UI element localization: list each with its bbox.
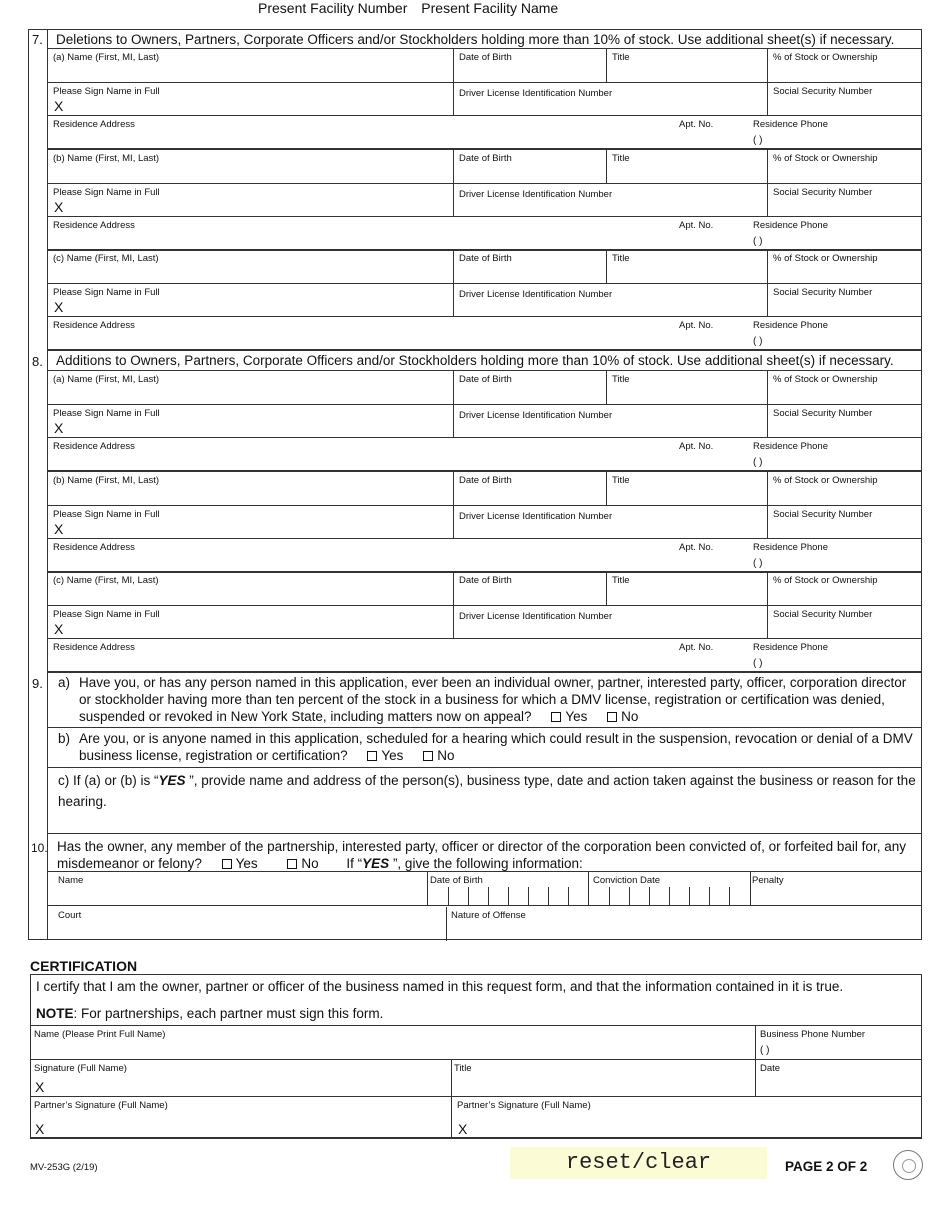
person-c-dob-field[interactable]: Date of Birth xyxy=(453,250,606,283)
person-c-phone-label: Residence Phone xyxy=(753,642,828,653)
person-a-dob-field[interactable]: Date of Birth xyxy=(453,49,606,82)
person-c-apt-label: Apt. No. xyxy=(679,320,714,331)
person-a-name-field[interactable]: (a) Name (First, MI, Last) xyxy=(53,374,160,385)
q9b-yes-checkbox[interactable] xyxy=(367,751,377,761)
person-c-sign-row xyxy=(48,606,921,639)
person-c-address-row[interactable]: Residence Address Apt. No. Residence Phone ( ) xyxy=(48,317,921,351)
facility-number-label: Present Facility Number xyxy=(258,0,408,16)
person-c-apt-label: Apt. No. xyxy=(679,642,714,653)
person-c-dob-field[interactable]: Date of Birth xyxy=(453,572,606,605)
person-c-address-label: Residence Address xyxy=(53,320,135,331)
person-a-name-row xyxy=(48,49,921,83)
person-c-name-row xyxy=(48,250,921,284)
person-b-dl-field[interactable]: Driver License Identification Number xyxy=(453,506,767,538)
person-b-name-row xyxy=(48,472,921,506)
section-8-number: 8. xyxy=(32,354,43,369)
person-b-phone-label: Residence Phone xyxy=(753,542,828,553)
person-a-signature-field[interactable]: Please Sign Name in Full X xyxy=(53,86,160,114)
person-b-signature-field[interactable]: Please Sign Name in Full X xyxy=(53,509,160,537)
person-c-name-field[interactable]: (c) Name (First, MI, Last) xyxy=(53,253,159,264)
person-b-sign-row xyxy=(48,184,921,217)
person-c-ssn-field[interactable]: Social Security Number xyxy=(767,606,921,638)
q10-yes-checkbox[interactable] xyxy=(222,859,232,869)
question-9a-text: Have you, or has any person named in this application, ever been an individual owner, partner, interested party, officer, corporation director or stockholder having more than ten percent of the stock in a business for which a DMV license, registration or certification was denied, suspended or revoked in New York State, including matters now on appeal? xyxy=(79,675,907,724)
section-10-number: 10. xyxy=(31,841,48,855)
person-b-apt-label: Apt. No. xyxy=(679,542,714,553)
question-10-text: Has the owner, any member of the partnership, interested party, officer or director of the corporation been convicted of, or forfeited bail for, any misdemeanor or felony? xyxy=(57,839,906,871)
person-b-phone-label: Residence Phone xyxy=(753,220,828,231)
question-9c[interactable]: c) If (a) or (b) is “YES ”, provide name and address of the person(s), business type, date and action taken against the business or reason for the hearing. xyxy=(48,770,921,834)
court-row xyxy=(48,907,921,941)
person-a-title-field[interactable]: Title xyxy=(606,49,767,82)
person-b-signature-field[interactable]: Please Sign Name in Full X xyxy=(53,187,160,215)
conviction-date-field[interactable]: Conviction Date xyxy=(588,872,750,905)
person-c-signature-field[interactable]: Please Sign Name in Full X xyxy=(53,287,160,315)
person-c-sign-row xyxy=(48,284,921,317)
person-a-address-row[interactable]: Residence Address Apt. No. Residence Phone ( ) xyxy=(48,116,921,150)
header xyxy=(258,0,568,16)
person-c-name-field[interactable]: (c) Name (First, MI, Last) xyxy=(53,575,159,586)
person-b-title-field[interactable]: Title xyxy=(606,472,767,505)
person-b-name-field[interactable]: (b) Name (First, MI, Last) xyxy=(53,475,160,486)
person-c-address-row[interactable]: Residence Address Apt. No. Residence Phone ( ) xyxy=(48,639,921,673)
person-c-address-label: Residence Address xyxy=(53,642,135,653)
person-b-name-row xyxy=(48,150,921,184)
offense-field[interactable]: Nature of Offense xyxy=(446,907,921,941)
print-name-field[interactable]: Name (Please Print Full Name) xyxy=(34,1029,166,1040)
q9b-no-checkbox[interactable] xyxy=(423,751,433,761)
section-7-heading: Deletions to Owners, Partners, Corporate Officers and/or Stockholders holding more than 10% of stock. Use additional sheet(s) if necessary. xyxy=(48,30,921,49)
person-a-name-row xyxy=(48,371,921,405)
cert-partner-row xyxy=(31,1097,921,1138)
person-c-signature-field[interactable]: Please Sign Name in Full X xyxy=(53,609,160,637)
signature-field[interactable]: Signature (Full Name) X xyxy=(34,1063,127,1095)
person-a-phone-label: Residence Phone xyxy=(753,441,828,452)
person-c-stock-field[interactable]: % of Stock or Ownership xyxy=(767,250,921,283)
person-a-sign-row xyxy=(48,83,921,116)
question-9b-text: Are you, or is anyone named in this application, scheduled for a hearing which could result in the suspension, revocation or denial of a DMV business license, registration or certification? xyxy=(79,731,913,763)
court-field[interactable]: Court xyxy=(58,910,82,921)
person-b-ssn-field[interactable]: Social Security Number xyxy=(767,506,921,538)
certification-statement: I certify that I am the owner, partner or officer of the business named in this request form, and that the information contained in it is true. xyxy=(36,979,844,994)
question-10: Has the owner, any member of the partnership, interested party, officer or director of the corporation been convicted of, or forfeited bail for, any misdemeanor or felony? Yes No If “YES ”, give the following information: xyxy=(57,839,906,871)
person-a-dl-field[interactable]: Driver License Identification Number xyxy=(453,83,767,115)
person-a-address-label: Residence Address xyxy=(53,441,135,452)
person-a-stock-field[interactable]: % of Stock or Ownership xyxy=(767,49,921,82)
cert-signature-row xyxy=(31,1060,921,1097)
person-a-dob-field[interactable]: Date of Birth xyxy=(453,371,606,404)
q10-no-checkbox[interactable] xyxy=(287,859,297,869)
person-b-title-field[interactable]: Title xyxy=(606,150,767,183)
person-b-stock-field[interactable]: % of Stock or Ownership xyxy=(767,472,921,505)
section-9-number: 9. xyxy=(32,676,43,691)
person-b-sign-row xyxy=(48,506,921,539)
facility-name-label: Present Facility Name xyxy=(421,0,559,16)
certification-note: NOTE: For partnerships, each partner must sign this form. xyxy=(36,1006,384,1021)
person-a-apt-label: Apt. No. xyxy=(679,119,714,130)
person-b-dob-field[interactable]: Date of Birth xyxy=(453,472,606,505)
person-c-phone-label: Residence Phone xyxy=(753,320,828,331)
conviction-row xyxy=(48,871,921,906)
certification-title: CERTIFICATION xyxy=(30,958,138,974)
cert-date-field[interactable]: Date xyxy=(755,1060,921,1096)
section-8-heading: Additions to Owners, Partners, Corporate Officers and/or Stockholders holding more than 10% of stock. Use additional sheet(s) if necessary. xyxy=(48,351,921,371)
person-c-ssn-field[interactable]: Social Security Number xyxy=(767,284,921,316)
person-b-address-row[interactable]: Residence Address Apt. No. Residence Phone ( ) xyxy=(48,539,921,573)
question-9a: a) Have you, or has any person named in this application, ever been an individual owner, partner, interested party, officer, corporation director or stockholder having more than ten percent of the stock in a business for which a DMV license, registration or certification was denied, suspended or revoked in New York State, including matters now on appeal? Yes No xyxy=(48,674,921,728)
person-a-signature-field[interactable]: Please Sign Name in Full X xyxy=(53,408,160,436)
q9a-yes-checkbox[interactable] xyxy=(551,712,561,722)
partner-signature-1-field[interactable]: Partner’s Signature (Full Name) X xyxy=(34,1100,168,1137)
person-a-title-field[interactable]: Title xyxy=(606,371,767,404)
person-c-stock-field[interactable]: % of Stock or Ownership xyxy=(767,572,921,605)
q9a-no-checkbox[interactable] xyxy=(607,712,617,722)
form-code: MV-253G (2/19) xyxy=(30,1162,98,1173)
person-a-stock-field[interactable]: % of Stock or Ownership xyxy=(767,371,921,404)
person-a-sign-row xyxy=(48,405,921,438)
person-b-address-label: Residence Address xyxy=(53,220,135,231)
person-b-dob-field[interactable]: Date of Birth xyxy=(453,150,606,183)
cert-name-row xyxy=(31,1025,921,1060)
person-a-address-label: Residence Address xyxy=(53,119,135,130)
person-b-stock-field[interactable]: % of Stock or Ownership xyxy=(767,150,921,183)
person-b-name-field[interactable]: (b) Name (First, MI, Last) xyxy=(53,153,160,164)
person-b-ssn-field[interactable]: Social Security Number xyxy=(767,184,921,216)
person-b-address-row[interactable]: Residence Address Apt. No. Residence Phone ( ) xyxy=(48,217,921,251)
owners-form xyxy=(28,29,922,940)
person-a-phone-label: Residence Phone xyxy=(753,119,828,130)
person-b-address-label: Residence Address xyxy=(53,542,135,553)
section-number-column xyxy=(29,30,48,939)
conviction-name-field[interactable]: Name xyxy=(58,875,84,886)
business-phone-field[interactable]: Business Phone Number ( ) xyxy=(755,1026,921,1059)
partner-signature-2-field[interactable]: Partner’s Signature (Full Name) X xyxy=(451,1097,921,1138)
page-indicator: PAGE 2 OF 2 xyxy=(785,1159,868,1174)
person-a-ssn-field[interactable]: Social Security Number xyxy=(767,405,921,437)
certification-box xyxy=(30,974,922,1139)
person-b-apt-label: Apt. No. xyxy=(679,220,714,231)
person-a-address-row[interactable]: Residence Address Apt. No. Residence Phone ( ) xyxy=(48,438,921,472)
person-c-title-field[interactable]: Title xyxy=(606,250,767,283)
person-c-title-field[interactable]: Title xyxy=(606,572,767,605)
person-a-ssn-field[interactable]: Social Security Number xyxy=(767,83,921,115)
person-a-apt-label: Apt. No. xyxy=(679,441,714,452)
question-9b: b) Are you, or is anyone named in this application, scheduled for a hearing which could result in the suspension, revocation or denial of a DMV business license, registration or certification? Yes No xyxy=(48,730,921,768)
person-c-dl-field[interactable]: Driver License Identification Number xyxy=(453,284,767,316)
recycle-seal-icon xyxy=(893,1150,923,1180)
cert-title-field[interactable]: Title xyxy=(451,1060,755,1096)
conviction-penalty-field[interactable]: Penalty xyxy=(750,872,921,905)
person-c-name-row xyxy=(48,572,921,606)
person-b-dl-field[interactable]: Driver License Identification Number xyxy=(453,184,767,216)
conviction-dob-field[interactable]: Date of Birth xyxy=(427,872,588,905)
reset-clear-button[interactable]: reset/clear xyxy=(510,1147,767,1179)
person-a-dl-field[interactable]: Driver License Identification Number xyxy=(453,405,767,437)
person-c-dl-field[interactable]: Driver License Identification Number xyxy=(453,606,767,638)
person-a-name-field[interactable]: (a) Name (First, MI, Last) xyxy=(53,52,160,63)
section-7-number: 7. xyxy=(32,32,43,47)
